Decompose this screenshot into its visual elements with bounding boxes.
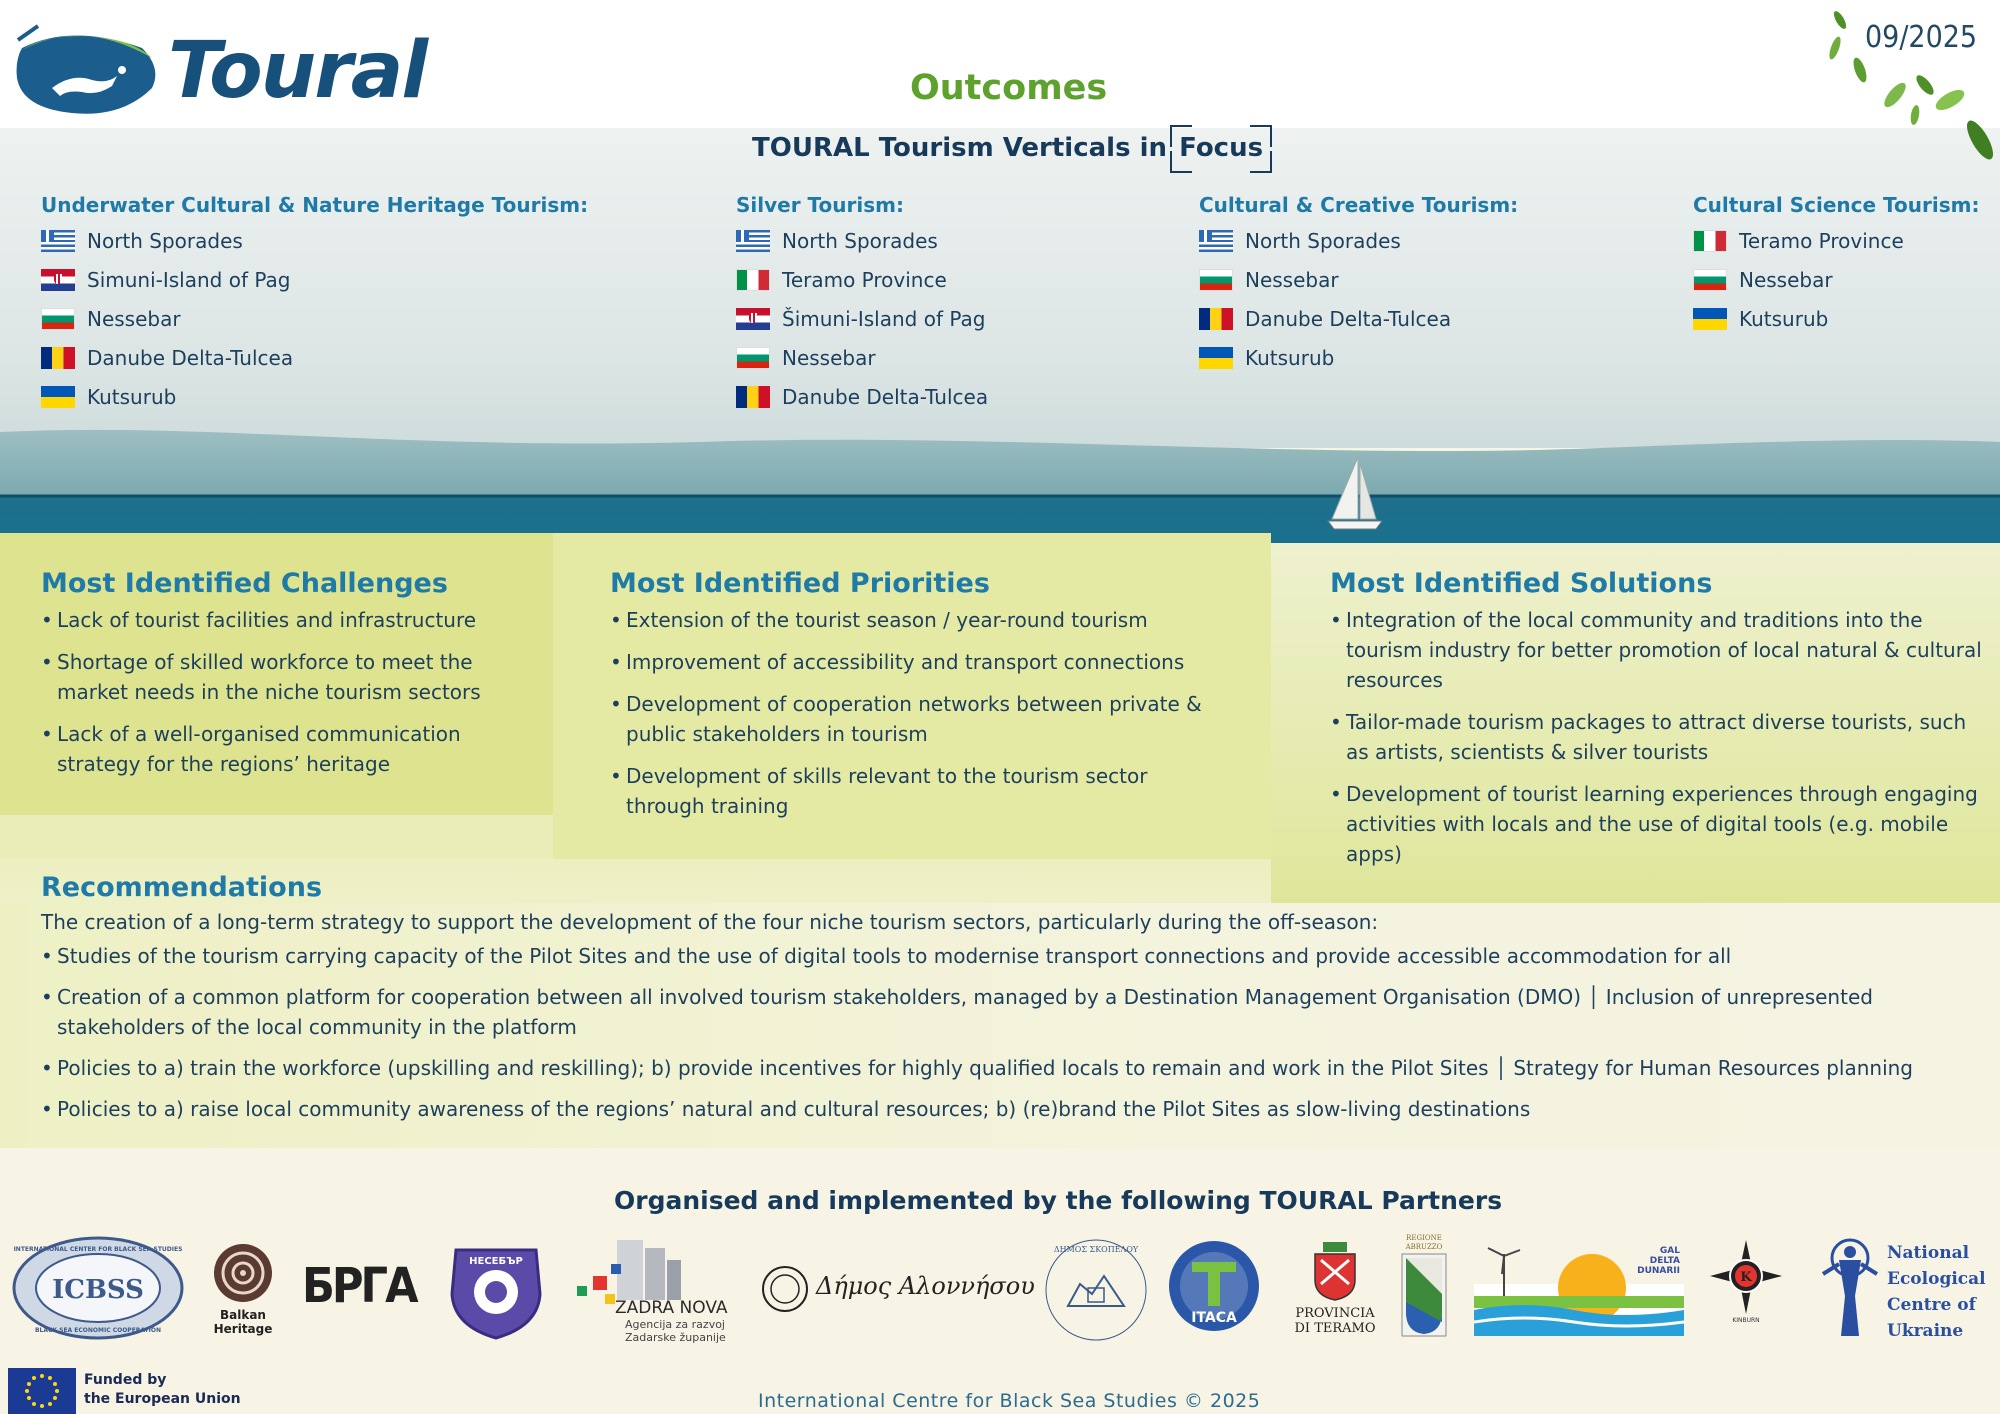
icbss-logo bbox=[12, 1236, 184, 1340]
skopelos-text: ΔΗΜΟΣ ΣΚΟΠΕΛΟΥ bbox=[1053, 1245, 1139, 1254]
site-name: Nessebar bbox=[1245, 267, 1339, 292]
site-item bbox=[1693, 260, 1979, 299]
rec-panel-left bbox=[0, 815, 553, 859]
vertical-heading: Silver Tourism: bbox=[736, 193, 904, 217]
site-item bbox=[736, 377, 988, 416]
verticals-title bbox=[752, 133, 1266, 163]
focus-corner-tr bbox=[1250, 125, 1272, 147]
teramo-line: PROVINCIA bbox=[1295, 1306, 1375, 1321]
footer-copyright: International Centre for Black Sea Studies © 2025 bbox=[758, 1390, 1261, 1412]
kinburn-logo bbox=[1706, 1238, 1786, 1330]
solutions-list bbox=[1330, 605, 1995, 869]
gal-delta-dunarii-text bbox=[1637, 1246, 1680, 1276]
gal-delta-dunarii-logo bbox=[1474, 1244, 1684, 1336]
vertical-heading: Cultural & Creative Tourism: bbox=[1199, 193, 1519, 217]
necu-logo bbox=[1815, 1236, 2000, 1346]
skopelos-logo bbox=[1040, 1234, 1152, 1346]
site-name: Kutsurub bbox=[1245, 345, 1335, 370]
issue-date: 09/2025 bbox=[1865, 20, 1978, 55]
greece-flag-icon bbox=[736, 230, 770, 252]
priorities-heading: Most Identified Priorities bbox=[610, 568, 990, 599]
icbss-ring-bottom: BLACK SEA ECONOMIC COOPERATION bbox=[34, 1327, 162, 1334]
logo-text: Toural bbox=[168, 26, 427, 116]
italy-flag-icon bbox=[1693, 230, 1727, 252]
zadra-sub-line: Agencija za razvoj bbox=[625, 1318, 725, 1331]
vertical-cultural-creative bbox=[1199, 193, 1518, 377]
verticals-title-focus bbox=[1176, 133, 1266, 163]
site-item bbox=[1199, 299, 1518, 338]
abruzzo-logo bbox=[1395, 1234, 1453, 1344]
list-item: • Development of skills relevant to the tourism sector through training bbox=[610, 761, 1230, 821]
site-name: Teramo Province bbox=[1739, 228, 1904, 253]
site-name: Kutsurub bbox=[1739, 306, 1829, 331]
list-item: • Tailor-made tourism packages to attract diverse tourists, such as artists, scientists & silver tourists bbox=[1330, 707, 1995, 767]
recommendations-section bbox=[41, 872, 1961, 1135]
site-item bbox=[1199, 260, 1518, 299]
site-name: Danube Delta-Tulcea bbox=[1245, 306, 1452, 331]
site-name: Danube Delta-Tulcea bbox=[87, 345, 294, 370]
focus-corner-tl bbox=[1170, 125, 1192, 147]
list-item: • Development of cooperation networks between private & public stakeholders in tourism bbox=[610, 689, 1230, 749]
zadra-nova-emblem-icon bbox=[575, 1236, 735, 1306]
romania-flag-icon bbox=[41, 347, 75, 369]
site-name: Kutsurub bbox=[87, 384, 177, 409]
necu-line: National bbox=[1887, 1243, 1970, 1263]
teramo-line: DI TERAMO bbox=[1294, 1321, 1376, 1336]
icbss-ring-top: INTERNATIONAL CENTER FOR BLACK SEA STUDIES bbox=[13, 1246, 183, 1253]
site-name: Nessebar bbox=[1739, 267, 1833, 292]
site-item bbox=[736, 299, 988, 338]
list-item: • Development of tourist learning experiences through engaging activities with locals and the use of digital tools (e.g. mobile apps) bbox=[1330, 779, 1995, 869]
gal-line: GAL bbox=[1659, 1246, 1680, 1256]
itaca-text: ITACA bbox=[1191, 1310, 1237, 1326]
site-name: North Sporades bbox=[782, 228, 938, 253]
site-item bbox=[736, 260, 988, 299]
vertical-cultural-science bbox=[1693, 193, 1979, 338]
balkan-heritage-logo bbox=[208, 1242, 278, 1336]
focus-corner-bl bbox=[1170, 151, 1192, 173]
alonnisos-coin-icon bbox=[760, 1264, 810, 1314]
croatia-flag-icon bbox=[736, 308, 770, 330]
bulgaria-flag-icon bbox=[1693, 269, 1727, 291]
ukraine-flag-icon bbox=[1199, 347, 1233, 369]
greece-flag-icon bbox=[41, 230, 75, 252]
list-item: • Lack of a well-organised communication strategy for the regions’ heritage bbox=[41, 719, 536, 779]
solutions-heading: Most Identified Solutions bbox=[1330, 568, 1713, 599]
list-item: • Studies of the tourism carrying capacity of the Pilot Sites and the use of digital tools to modernise transport connections and provide accessible accommodation for all bbox=[41, 941, 1921, 971]
partner-logos-row bbox=[0, 1230, 2000, 1350]
romania-flag-icon bbox=[736, 386, 770, 408]
zadra-sub-line: Zadarske županije bbox=[625, 1331, 726, 1344]
site-item bbox=[41, 377, 588, 416]
toural-logo bbox=[12, 18, 162, 118]
site-item bbox=[41, 260, 588, 299]
list-item: • Policies to a) train the workforce (upskilling and reskilling); b) provide incentives for highly qualified locals to remain and work in the Pilot Sites │ Strategy for Human Resources planning bbox=[41, 1053, 1921, 1083]
eu-flag-icon bbox=[8, 1368, 76, 1414]
teramo-logo bbox=[1285, 1240, 1385, 1336]
list-item: • Shortage of skilled workforce to meet the market needs in the niche tourism sectors bbox=[41, 647, 536, 707]
partners-heading: Organised and implemented by the following TOURAL Partners bbox=[614, 1186, 1503, 1215]
kinburn-letter: K bbox=[1740, 1270, 1752, 1285]
nessebar-crest-logo bbox=[442, 1234, 550, 1342]
vertical-heading: Underwater Cultural & Nature Heritage Tourism: bbox=[41, 193, 589, 217]
site-name: Nessebar bbox=[782, 345, 876, 370]
balkan-heritage-emblem-icon bbox=[212, 1242, 274, 1304]
verticals-title-prefix: TOURAL Tourism Verticals in bbox=[752, 133, 1168, 163]
site-name: North Sporades bbox=[87, 228, 243, 253]
site-item bbox=[1199, 338, 1518, 377]
abruzzo-crest-icon bbox=[1398, 1252, 1450, 1340]
focus-corner-br bbox=[1250, 151, 1272, 173]
site-list bbox=[41, 221, 588, 416]
site-item bbox=[736, 338, 988, 377]
gal-line: DELTA bbox=[1649, 1256, 1680, 1266]
solutions-section bbox=[1330, 568, 1995, 881]
italy-flag-icon bbox=[736, 269, 770, 291]
gal-line: DUNARII bbox=[1637, 1266, 1680, 1276]
site-list bbox=[1199, 221, 1518, 377]
focus-word: Focus bbox=[1179, 133, 1264, 163]
eu-line-2: the European Union bbox=[84, 1391, 241, 1407]
list-item: • Creation of a common platform for cooperation between all involved tourism stakeholders, managed by a Destination Management Organisation (DMO) │ Inclusion of unrepresented stakeholders of the local community in the platform bbox=[41, 982, 1921, 1042]
ukraine-flag-icon bbox=[1693, 308, 1727, 330]
recommendations-heading: Recommendations bbox=[41, 872, 323, 903]
bulgaria-flag-icon bbox=[1199, 269, 1233, 291]
list-item: • Lack of tourist facilities and infrastructure bbox=[41, 605, 536, 635]
teramo-crest-icon bbox=[1307, 1240, 1363, 1302]
site-name: Teramo Province bbox=[782, 267, 947, 292]
necu-line: Ecological bbox=[1887, 1269, 1986, 1289]
list-item: • Policies to a) raise local community awareness of the regions’ natural and cultural resources; b) (re)brand the Pilot Sites as slow-living destinations bbox=[41, 1094, 1921, 1124]
challenges-section bbox=[41, 568, 536, 791]
itaca-logo bbox=[1166, 1238, 1262, 1334]
kinburn-sun-icon bbox=[1706, 1238, 1786, 1326]
vertical-heading: Cultural Science Tourism: bbox=[1693, 193, 1980, 217]
bulgaria-flag-icon bbox=[41, 308, 75, 330]
balkan-heritage-text: Balkan Heritage bbox=[213, 1308, 273, 1336]
site-name: Danube Delta-Tulcea bbox=[782, 384, 989, 409]
zadra-nova-logo bbox=[575, 1236, 735, 1346]
list-item: • Improvement of accessibility and transport connections bbox=[610, 647, 1230, 677]
ukraine-flag-icon bbox=[41, 386, 75, 408]
brga-logo: БРГА bbox=[302, 1258, 416, 1314]
outcomes-title: Outcomes bbox=[910, 68, 1108, 108]
nessebar-crest-text: НЕСЕБЪР bbox=[469, 1256, 523, 1267]
site-list bbox=[1693, 221, 1979, 338]
bulgaria-flag-icon bbox=[736, 347, 770, 369]
site-name: Simuni-Island of Pag bbox=[87, 267, 291, 292]
necu-line: Ukraine bbox=[1887, 1321, 1964, 1341]
zadra-nova-name: ZADRA NOVA bbox=[615, 1298, 728, 1318]
priorities-list bbox=[610, 605, 1230, 821]
site-name: North Sporades bbox=[1245, 228, 1401, 253]
priorities-section bbox=[610, 568, 1230, 833]
sailboat-icon bbox=[1320, 455, 1390, 540]
list-item: • Extension of the tourist season / year-round tourism bbox=[610, 605, 1230, 635]
eu-line-1: Funded by bbox=[84, 1372, 167, 1388]
alonnisos-text: Δήμος Αλοννήσου bbox=[816, 1272, 1035, 1300]
eu-funding-text bbox=[84, 1371, 241, 1409]
recommendations-list bbox=[41, 941, 1921, 1124]
list-item: • Integration of the local community and traditions into the tourism industry for better promotion of local natural & cultural resources bbox=[1330, 605, 1995, 695]
challenges-heading: Most Identified Challenges bbox=[41, 568, 448, 599]
zadra-nova-sub bbox=[625, 1318, 726, 1344]
challenges-list bbox=[41, 605, 536, 779]
croatia-flag-icon bbox=[41, 269, 75, 291]
necu-text bbox=[1887, 1240, 1986, 1344]
recommendations-intro: The creation of a long-term strategy to support the development of the four niche tourism sectors, particularly during the off-season: bbox=[41, 910, 1379, 934]
site-name: Nessebar bbox=[87, 306, 181, 331]
site-item bbox=[41, 338, 588, 377]
necu-figure-icon bbox=[1815, 1236, 1885, 1340]
toural-logo-icon bbox=[12, 18, 162, 118]
site-name: Šimuni-Island of Pag bbox=[782, 306, 986, 331]
site-list bbox=[736, 221, 988, 416]
abruzzo-text: REGIONE ABRUZZO bbox=[1405, 1234, 1443, 1251]
romania-flag-icon bbox=[1199, 308, 1233, 330]
vertical-silver bbox=[736, 193, 988, 416]
teramo-text bbox=[1285, 1306, 1385, 1336]
kinburn-text: KINBURN bbox=[1732, 1317, 1760, 1324]
leaves-decoration bbox=[1800, 0, 2000, 180]
site-item bbox=[1199, 221, 1518, 260]
site-item bbox=[736, 221, 988, 260]
site-item bbox=[41, 299, 588, 338]
greece-flag-icon bbox=[1199, 230, 1233, 252]
site-item bbox=[1693, 299, 1979, 338]
vertical-underwater bbox=[41, 193, 588, 416]
necu-line: Centre of bbox=[1887, 1295, 1976, 1315]
site-item bbox=[41, 221, 588, 260]
icbss-abbr: ICBSS bbox=[52, 1275, 144, 1305]
site-item bbox=[1693, 221, 1979, 260]
alonnisos-logo bbox=[760, 1264, 1035, 1314]
